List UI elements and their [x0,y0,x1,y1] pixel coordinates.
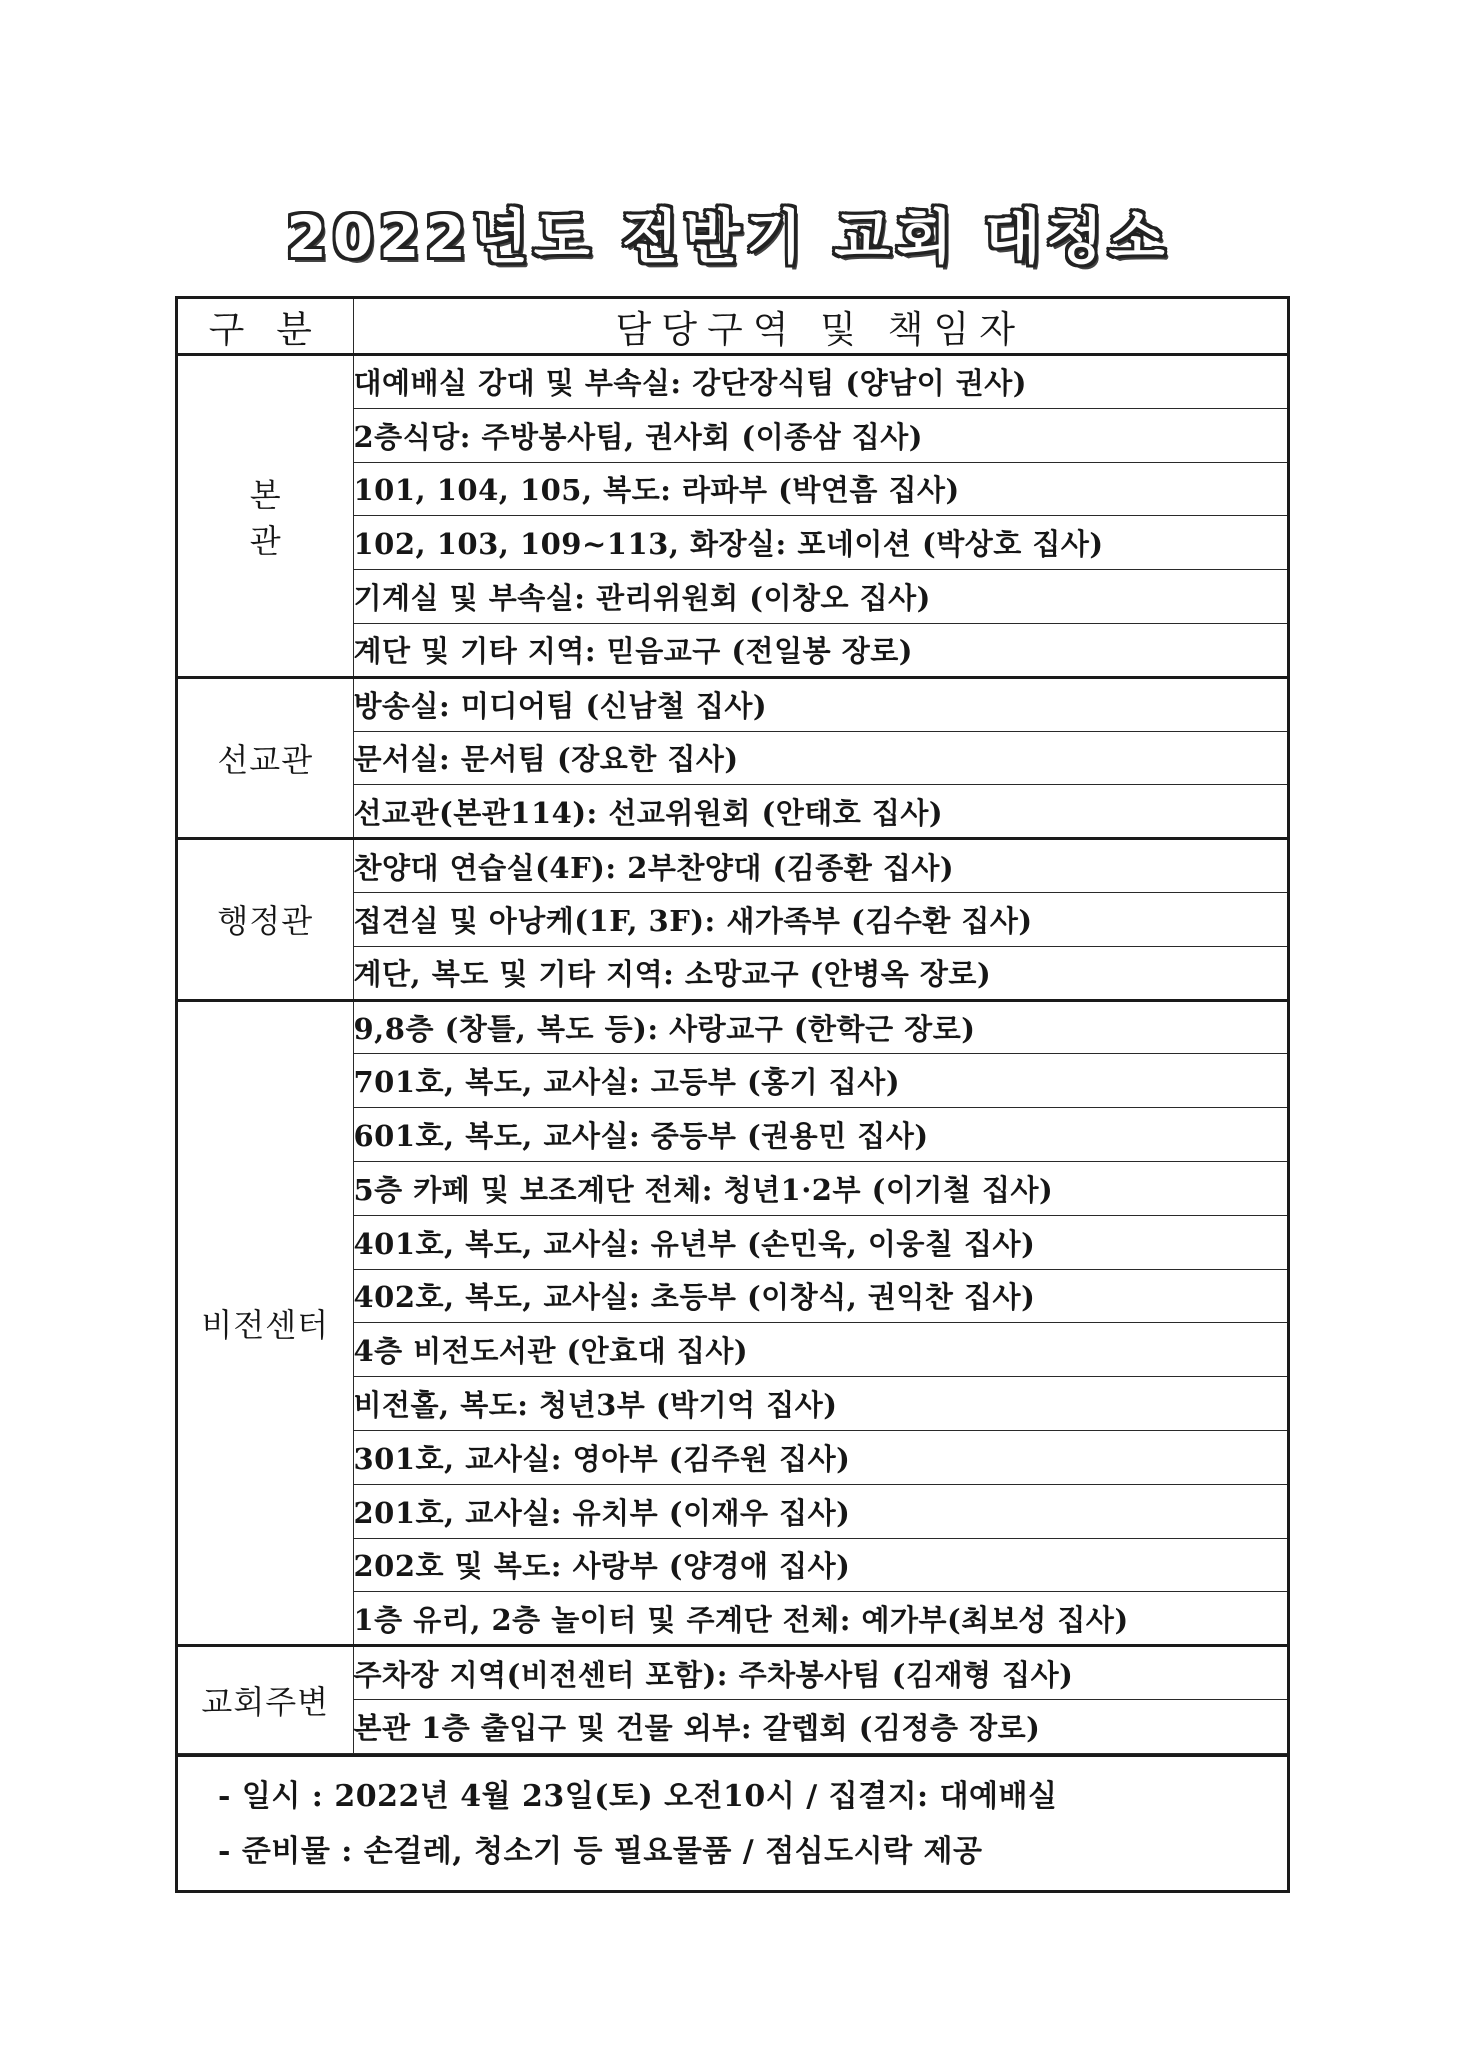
assignment-item: 방송실: 미디어팀 (신남철 집사) [353,677,1287,731]
table-row [178,677,1287,731]
table-row [178,1646,1287,1700]
table-row [178,355,1287,409]
document-title: 2022년도 전반기 교회 대청소 [286,203,1171,271]
table-row [178,839,1287,893]
group-label: 본 관 [178,355,353,678]
table-header-row [178,299,1287,355]
note-supplies: - 준비물 : 손걸레, 청소기 등 필요물품 / 점심도시락 제공 [218,1833,983,1869]
assignment-item: 1층 유리, 2층 놀이터 및 주계단 전체: 예가부(최보성 집사) [353,1592,1287,1646]
assignment-item: 5층 카페 및 보조계단 전체: 청년1·2부 (이기철 집사) [353,1161,1287,1215]
assignment-item: 401호, 복도, 교사실: 유년부 (손민욱, 이웅칠 집사) [353,1215,1287,1269]
assignment-item: 201호, 교사실: 유치부 (이재우 집사) [353,1484,1287,1538]
assignment-item: 찬양대 연습실(4F): 2부찬양대 (김종환 집사) [353,839,1287,893]
assignment-item: 기계실 및 부속실: 관리위원회 (이창오 집사) [353,570,1287,624]
notes-section [178,1754,1287,1890]
group-label: 교회주변 [178,1646,353,1754]
assignment-item: 301호, 교사실: 영아부 (김주원 집사) [353,1430,1287,1484]
assignment-item: 대예배실 강대 및 부속실: 강단장식팀 (양남이 권사) [353,355,1287,409]
header-area-and-manager: 담당구역 및 책임자 [353,299,1287,355]
assignment-item: 402호, 복도, 교사실: 초등부 (이창식, 권익찬 집사) [353,1269,1287,1323]
assignment-item: 101, 104, 105, 복도: 라파부 (박연흠 집사) [353,462,1287,516]
assignment-item: 본관 1층 출입구 및 건물 외부: 갈렙회 (김정층 장로) [353,1699,1287,1753]
assignment-item: 주차장 지역(비전센터 포함): 주차봉사팀 (김재형 집사) [353,1646,1287,1700]
assignment-item: 102, 103, 109~113, 화장실: 포네이션 (박상호 집사) [353,516,1287,570]
assignment-item: 선교관(본관114): 선교위원회 (안태호 집사) [353,785,1287,839]
assignment-item: 계단 및 기타 지역: 믿음교구 (전일봉 장로) [353,623,1287,677]
assignment-item: 202호 및 복도: 사랑부 (양경애 집사) [353,1538,1287,1592]
assignment-item: 601호, 복도, 교사실: 중등부 (권용민 집사) [353,1108,1287,1162]
assignment-item: 2층식당: 주방봉사팀, 권사회 (이종삼 집사) [353,408,1287,462]
group-label: 선교관 [178,677,353,838]
assignment-item: 비전홀, 복도: 청년3부 (박기억 집사) [353,1377,1287,1431]
assignment-item: 9,8층 (창틀, 복도 등): 사랑교구 (한학근 장로) [353,1000,1287,1054]
assignment-table [178,299,1287,1754]
header-category: 구 분 [178,299,353,355]
group-label: 비전센터 [178,1000,353,1646]
assignment-item: 4층 비전도서관 (안효대 집사) [353,1323,1287,1377]
assignment-item: 701호, 복도, 교사실: 고등부 (홍기 집사) [353,1054,1287,1108]
assignment-item: 문서실: 문서팀 (장요한 집사) [353,731,1287,785]
table-row [178,1000,1287,1054]
cleaning-assignment-table [175,296,1290,1893]
group-label: 행정관 [178,839,353,1000]
assignment-item: 접견실 및 아낭케(1F, 3F): 새가족부 (김수환 집사) [353,892,1287,946]
assignment-item: 계단, 복도 및 기타 지역: 소망교구 (안병옥 장로) [353,946,1287,1000]
note-schedule: - 일시 : 2022년 4월 23일(토) 오전10시 / 집결지: 대예배실 [218,1778,1058,1814]
